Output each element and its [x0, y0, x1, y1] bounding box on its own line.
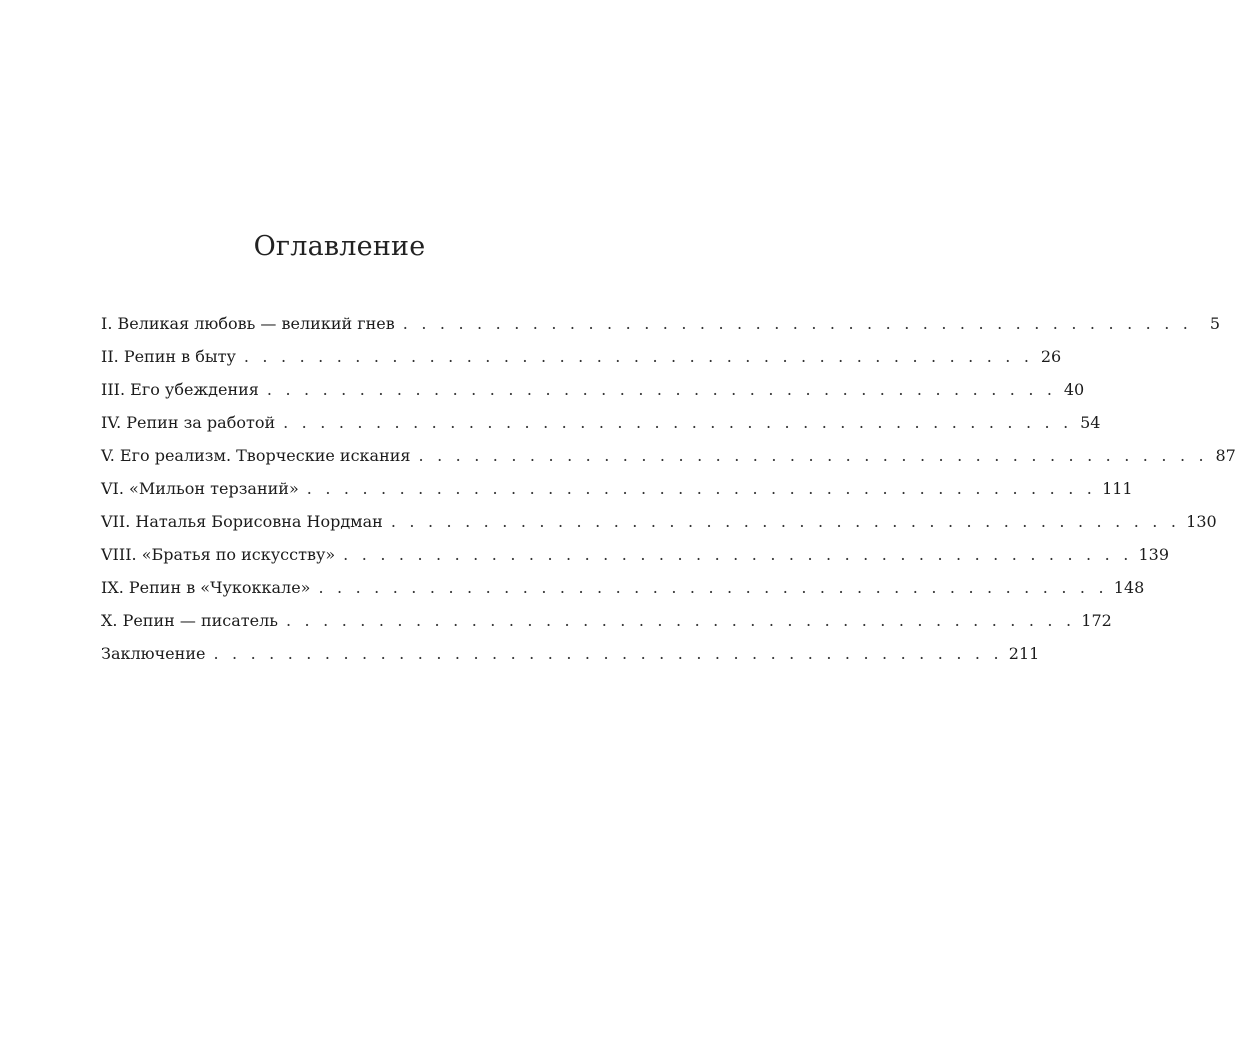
dot-leader: . . . . . . . . . . . . . . . . . . . . . . . . . . . . . . . . . . . . . . . . . . .	[418, 446, 1208, 465]
toc-page-number: 87	[1215, 446, 1236, 465]
toc-page-number: 54	[1080, 413, 1101, 432]
toc-page-number: 211	[1008, 644, 1040, 663]
dot-leader: . . . . . . . . . . . . . . . . . . . . . . . . . . . . . . . . . . . . . . . . . . .	[343, 545, 1133, 564]
toc-entry[interactable]	[101, 373, 1085, 406]
toc-entry[interactable]	[101, 637, 1040, 670]
toc-page-number: 172	[1081, 611, 1112, 630]
toc-entry[interactable]	[101, 340, 1062, 373]
toc-entry[interactable]	[101, 538, 1170, 571]
toc-entry-title: V. Его реализм. Творческие искания	[101, 446, 411, 465]
toc-page-number: 26	[1040, 347, 1062, 366]
toc-entry-title: IX. Репин в «Чукоккале»	[101, 578, 311, 597]
toc-page-number: 40	[1063, 380, 1085, 399]
toc-entry-title: III. Его убеждения	[101, 380, 259, 399]
toc-entry[interactable]	[101, 505, 1217, 538]
toc-entry[interactable]	[101, 307, 1221, 340]
toc-entry-title: VIII. «Братья по искусству»	[101, 545, 336, 564]
toc-entry-title: X. Репин — писатель	[101, 611, 278, 630]
toc-entry-title: Заключение	[101, 644, 206, 663]
page-title: Оглавление	[253, 231, 426, 262]
toc-entry[interactable]	[101, 406, 1101, 439]
toc-page-number: 5	[1209, 314, 1221, 333]
toc-entry[interactable]	[101, 439, 1236, 472]
dot-leader: . . . . . . . . . . . . . . . . . . . . . . . . . . . . . . . . . . . . . . . . . . .	[213, 644, 1003, 663]
dot-leader: . . . . . . . . . . . . . . . . . . . . . . . . . . . . . . . . . . . . . . . . . . .	[390, 512, 1181, 531]
toc-page-number: 130	[1186, 512, 1217, 531]
dot-leader: . . . . . . . . . . . . . . . . . . . . . . . . . . . . . . . . . . . . . . . . . . .	[318, 578, 1108, 597]
toc-entry-title: I. Великая любовь — великий гнев	[101, 314, 395, 333]
toc-entry[interactable]	[101, 604, 1112, 637]
toc-entry-title: VI. «Мильон терзаний»	[101, 479, 299, 498]
dot-leader: . . . . . . . . . . . . . . . . . . . . . . . . . . . . . . . . . . . . . . . . . . .	[243, 347, 1034, 366]
dot-leader: . . . . . . . . . . . . . . . . . . . . . . . . . . . . . . . . . . . . . . . . . . .	[266, 380, 1057, 399]
toc-entry-title: VII. Наталья Борисовна Нордман	[101, 512, 383, 531]
dot-leader: . . . . . . . . . . . . . . . . . . . . . . . . . . . . . . . . . . . . . . . . . . .	[402, 314, 1193, 333]
toc-page-number: 111	[1102, 479, 1133, 498]
toc-page-number: 148	[1113, 578, 1145, 597]
toc-entry-title: IV. Репин за работой	[101, 413, 276, 432]
toc-entry[interactable]	[101, 571, 1145, 604]
dot-leader: . . . . . . . . . . . . . . . . . . . . . . . . . . . . . . . . . . . . . . . . . . .	[306, 479, 1097, 498]
toc-entry-title: II. Репин в быту	[101, 347, 236, 366]
toc-page-number: 139	[1138, 545, 1170, 564]
toc-entry[interactable]	[101, 472, 1133, 505]
dot-leader: . . . . . . . . . . . . . . . . . . . . . . . . . . . . . . . . . . . . . . . . . . .	[283, 413, 1073, 432]
dot-leader: . . . . . . . . . . . . . . . . . . . . . . . . . . . . . . . . . . . . . . . . . . .	[285, 611, 1076, 630]
table-of-contents	[101, 307, 1236, 670]
